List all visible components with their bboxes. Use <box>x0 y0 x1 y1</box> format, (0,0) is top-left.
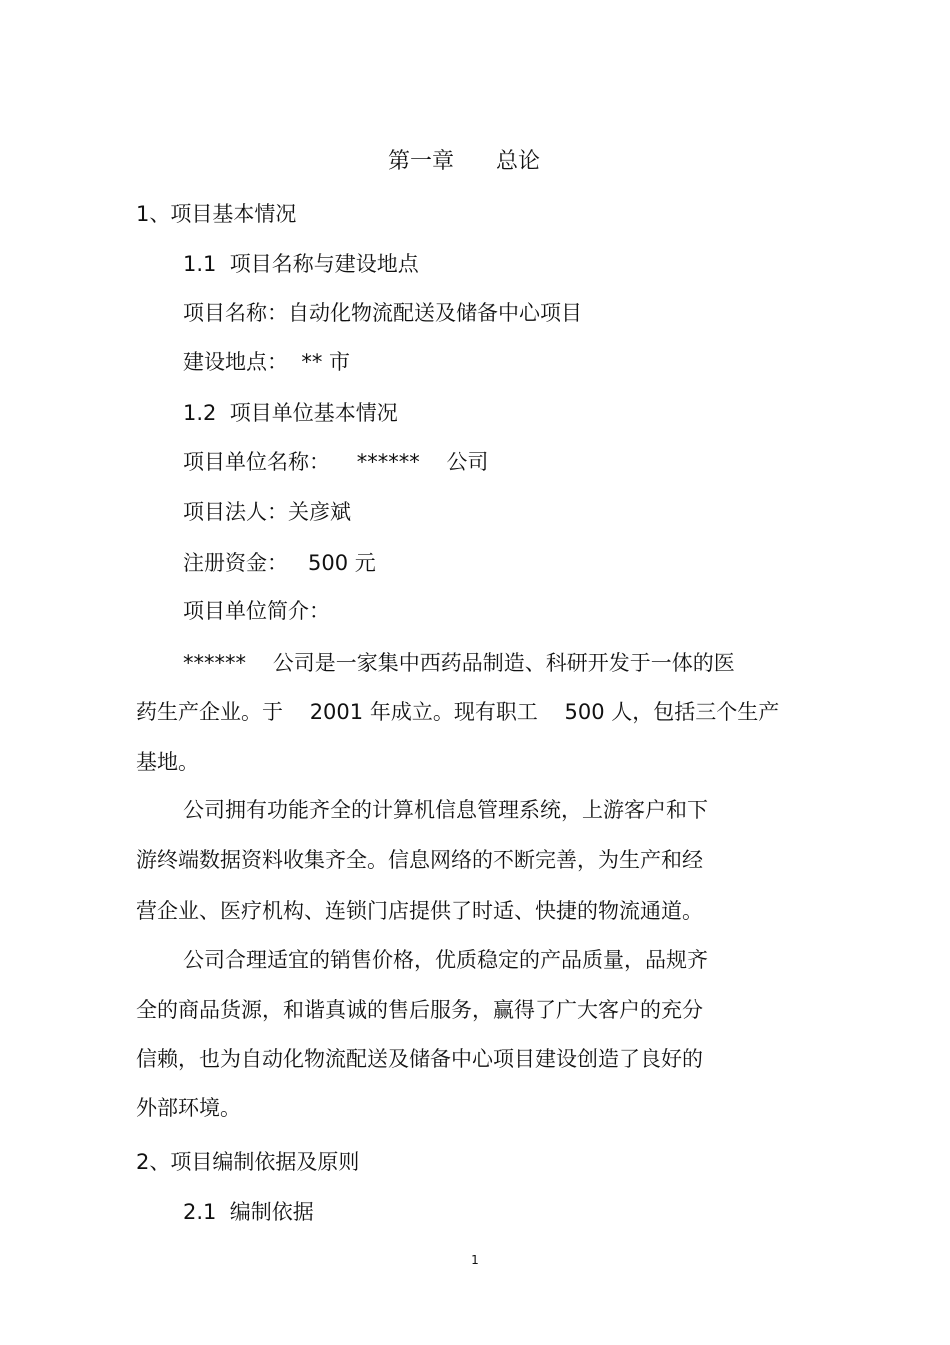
paragraph-2-line-2: 游终端数据资料收集齐全。信息网络的不断完善，为生产和经 <box>136 848 703 872</box>
chapter-title: 第一章 总论 <box>388 149 540 174</box>
registered-capital: 注册资金： 500 元 <box>183 551 376 575</box>
paragraph-3-line-2: 全的商品货源，和谐真诚的售后服务，赢得了广大客户的充分 <box>136 998 703 1022</box>
paragraph-3-line-4: 外部环境。 <box>136 1096 241 1120</box>
paragraph-1-line-1: ****** 公司是一家集中西药品制造、科研开发于一体的医 <box>183 651 735 675</box>
paragraph-2-line-1: 公司拥有功能齐全的计算机信息管理系统，上游客户和下 <box>183 798 708 822</box>
paragraph-3-line-3: 信赖，也为自动化物流配送及储备中心项目建设创造了良好的 <box>136 1047 703 1071</box>
section-heading-2: 2、项目编制依据及原则 <box>136 1150 360 1174</box>
paragraph-2-line-3: 营企业、医疗机构、连锁门店提供了时适、快捷的物流通道。 <box>136 899 703 923</box>
paragraph-3-line-1: 公司合理适宜的销售价格，优质稳定的产品质量，品规齐 <box>183 948 708 972</box>
subsection-heading-1-1: 1.1 项目名称与建设地点 <box>183 252 419 276</box>
subsection-heading-2-1: 2.1 编制依据 <box>183 1200 314 1224</box>
legal-person: 项目法人：关彦斌 <box>183 500 351 524</box>
paragraph-1-line-3: 基地。 <box>136 750 199 774</box>
intro-label: 项目单位简介： <box>183 599 330 623</box>
section-heading-1: 1、项目基本情况 <box>136 202 297 226</box>
paragraph-1-line-2: 药生产企业。于 2001 年成立。现有职工 500 人，包括三个生产 <box>136 700 780 724</box>
project-name: 项目名称：自动化物流配送及储备中心项目 <box>183 301 582 325</box>
construction-location: 建设地点： ** 市 <box>183 350 351 374</box>
page-number: 1 <box>471 1253 479 1267</box>
subsection-heading-1-2: 1.2 项目单位基本情况 <box>183 401 398 425</box>
unit-name: 项目单位名称： ****** 公司 <box>183 450 489 474</box>
